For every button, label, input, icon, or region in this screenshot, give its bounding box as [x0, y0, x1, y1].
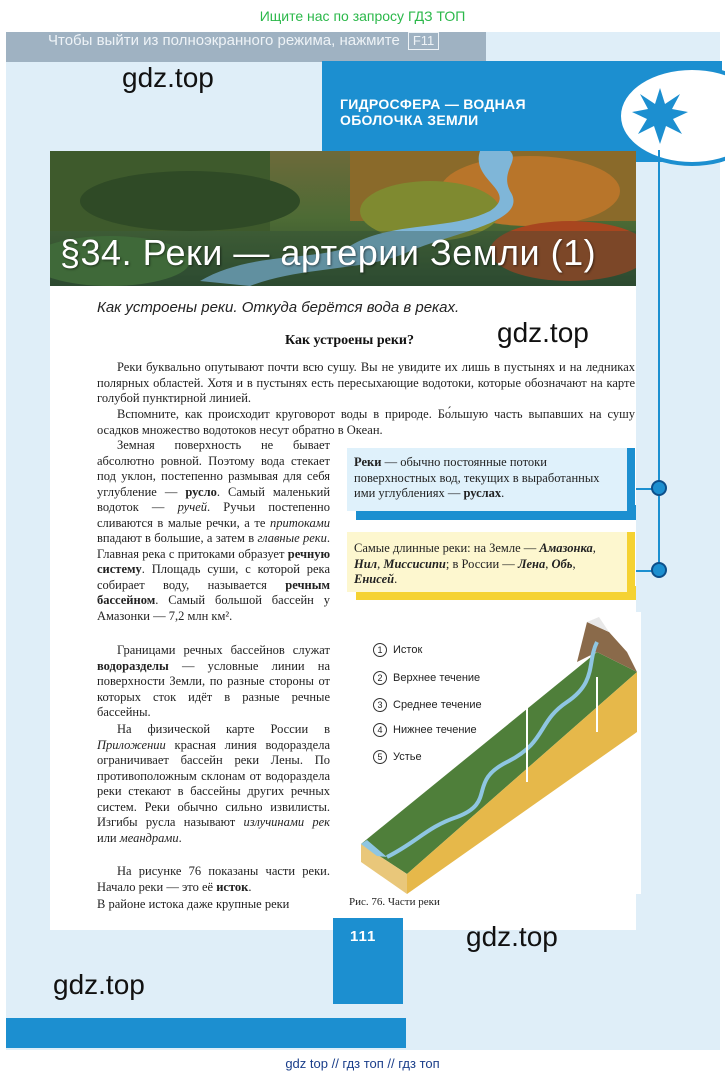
- marker-dot: [651, 562, 667, 578]
- watermark: gdz.top: [122, 62, 214, 93]
- fact-text: Самые длинные реки: на Земле — Амазонка, Нил, Миссисипи; в России — Лена, Обь, Енисей.: [354, 541, 596, 586]
- footer: gdz top // гдз топ // гдз топ: [285, 1056, 440, 1071]
- legend-item: 5 Устье: [373, 750, 422, 764]
- paragraph: В районе истока даже крупные реки: [97, 897, 290, 911]
- paragraph: На физической карте России в Приложении красная линия водораздела ограничивает бассейн реки Лены. По противоположным склонам от водораздела реки стекают в бассейны других речных систем. Реки обычно сильно извилисты. Изгибы русла называют излучинами рек или меандрами.: [97, 722, 331, 845]
- legend-item: 1 Исток: [373, 643, 422, 657]
- subtitle: Как устроены реки. Откуда берётся вода в реках.: [97, 299, 460, 316]
- paragraph: Земная поверхность не бывает абсолютно ровной. Поэтому вода стекает под уклон, постепенно размывая для себя углубление — русло. Самый маленький водоток — ручей. Ручьи постепенно сливаются в малые речки, а те притоками впадают в большие, а затем в главные реки. Главная река с притоками образует речную систему. Площадь суши, с которой река собирает воду, называется речным бассейном. Самый большой бассейн у Амазонки — 7,2 млн км².: [97, 438, 331, 623]
- watermark: gdz.top: [466, 921, 558, 952]
- watermark: gdz.top: [53, 969, 145, 1000]
- page-number: 111: [350, 928, 377, 945]
- next-page-strip: [6, 1018, 406, 1048]
- f11-key: F11: [408, 32, 439, 50]
- section-heading: Как устроены реки?: [285, 333, 414, 348]
- legend-item: 2 Верхнее течение: [373, 671, 480, 685]
- paragraph: Вспомните, как происходит круговорот воды в природе. Бо́льшую часть выпавших на сушу осадков множество водотоков несут обратно в Океан.: [97, 407, 635, 437]
- chapter-title-line1: ГИДРОСФЕРА — ВОДНАЯ: [340, 96, 526, 112]
- paragraph: На рисунке 76 показаны части реки. Начало реки — это её исток.: [97, 864, 330, 894]
- river-parts-figure: [347, 612, 641, 894]
- figure-caption: Рис. 76. Части реки: [349, 896, 440, 908]
- chapter-title-line2: ОБОЛОЧКА ЗЕМЛИ: [340, 112, 479, 128]
- paragraph: Реки буквально опутывают почти всю сушу. Вы не увидите их лишь в пустынях и на ледниках полярных областей. Хотя и в пустынях есть пересыхающие водотоки, которые обозначают на карте голубой пунктирной линией.: [97, 360, 635, 405]
- chapter-title: [340, 96, 526, 128]
- top-banner: Ищите нас по запросу ГДЗ ТОП: [259, 8, 466, 24]
- paragraph-title: §34. Реки — артерии Земли (1): [60, 232, 597, 273]
- margin-line: [658, 150, 660, 570]
- fullscreen-notice-text: Чтобы выйти из полноэкранного режима, нажмите: [48, 32, 400, 49]
- legend-item: 3 Среднее течение: [373, 698, 482, 712]
- marker-dot: [651, 480, 667, 496]
- star-icon: [630, 86, 690, 146]
- fullscreen-notice: [6, 32, 486, 62]
- watermark: gdz.top: [497, 317, 589, 348]
- definition-text: Реки — обычно постоянные потоки поверхностных вод, текущих в выработанных ими углублениях — руслах.: [354, 455, 600, 500]
- legend-item: 4 Нижнее течение: [373, 723, 477, 737]
- paragraph: Границами речных бассейнов служат водоразделы — условные линии на поверхности Земли, по разные стороны от которых сток идёт в разные речные бассейны.: [97, 643, 331, 719]
